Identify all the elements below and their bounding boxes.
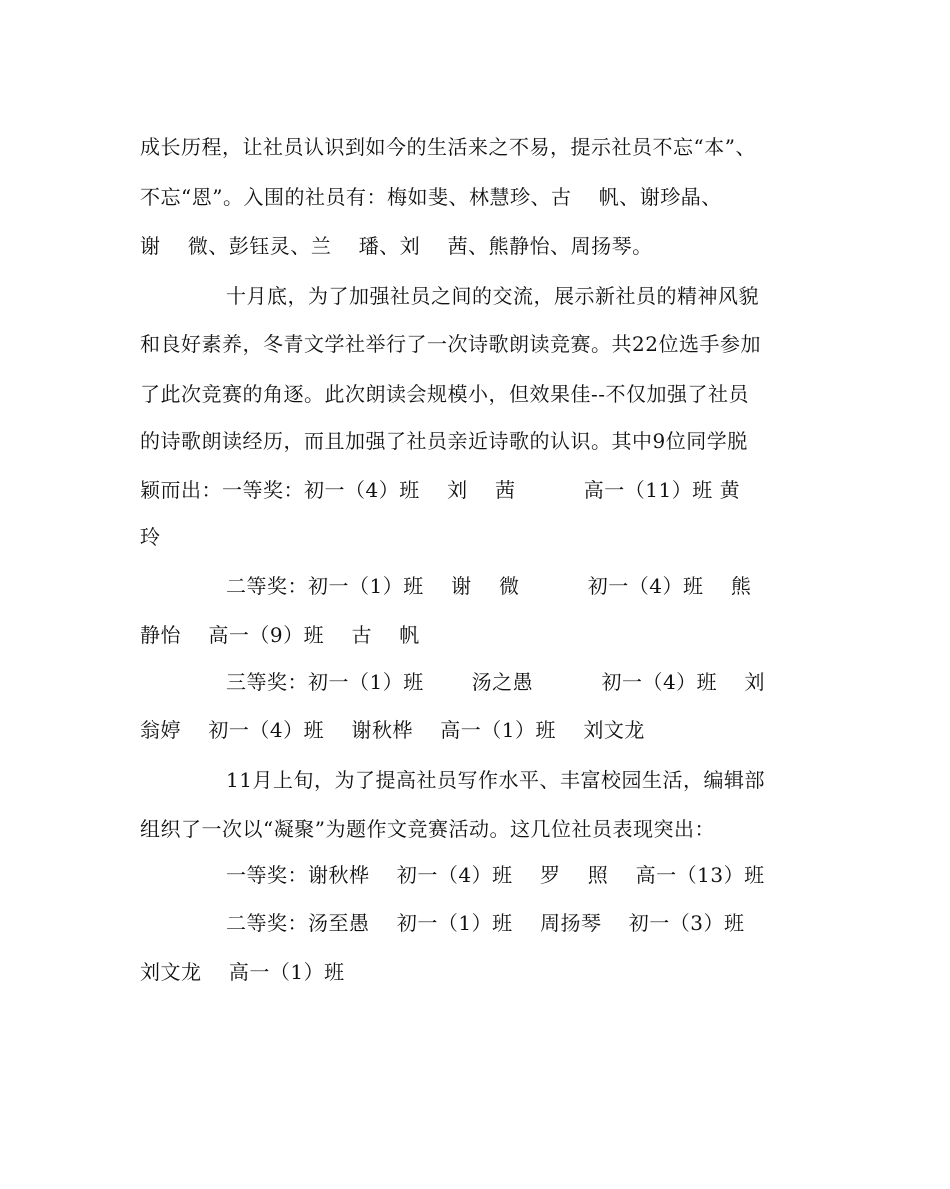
text-line-5: 和良好素养，冬青文学社举行了一次诗歌朗读竞赛。共22位选手参加 xyxy=(140,332,761,356)
text-line-18: 刘文龙 高一（1）班 xyxy=(140,960,345,984)
text-line-15: 组织了一次以“凝聚”为题作文竞赛活动。这几位社员表现突出： xyxy=(140,817,715,841)
text-line-1: 成长历程，让社员认识到如今的生活来之不易，提示社员不忘“本”、 xyxy=(140,135,756,159)
text-line-3: 谢 微、彭钰灵、兰 璠、刘 茜、熊静怡、周扬琴。 xyxy=(140,234,653,258)
text-line-11: 静怡 高一（9）班 古 帆 xyxy=(140,623,420,647)
text-line-16: 一等奖：谢秋桦 初一（4）班 罗 照 高一（13）班 xyxy=(226,863,765,887)
text-line-6: 了此次竞赛的角逐。此次朗读会规模小，但效果佳--不仅加强了社员 xyxy=(140,382,750,406)
text-line-14: 11月上旬，为了提高社员写作水平、丰富校园生活，编辑部 xyxy=(226,768,765,792)
text-line-8: 颖而出：一等奖：初一（4）班 刘 茜 高一（11）班 黄 xyxy=(140,478,741,502)
text-line-4: 十月底，为了加强社员之间的交流，展示新社员的精神风貌 xyxy=(226,284,759,308)
text-line-17: 二等奖：汤至愚 初一（1）班 周扬琴 初一（3）班 xyxy=(226,911,745,935)
text-line-7: 的诗歌朗读经历，而且加强了社员亲近诗歌的认识。其中9位同学脱 xyxy=(140,429,748,453)
text-line-10: 二等奖：初一（1）班 谢 微 初一（4）班 熊 xyxy=(226,574,752,598)
text-line-9: 玲 xyxy=(140,525,161,549)
text-line-2: 不忘“恩”。入围的社员有：梅如斐、林慧珍、古 帆、谢珍晶、 xyxy=(140,185,722,209)
text-line-13: 翁婷 初一（4）班 谢秋桦 高一（1）班 刘文龙 xyxy=(140,718,645,742)
text-line-12: 三等奖：初一（1）班 汤之愚 初一（4）班 刘 xyxy=(226,670,766,694)
